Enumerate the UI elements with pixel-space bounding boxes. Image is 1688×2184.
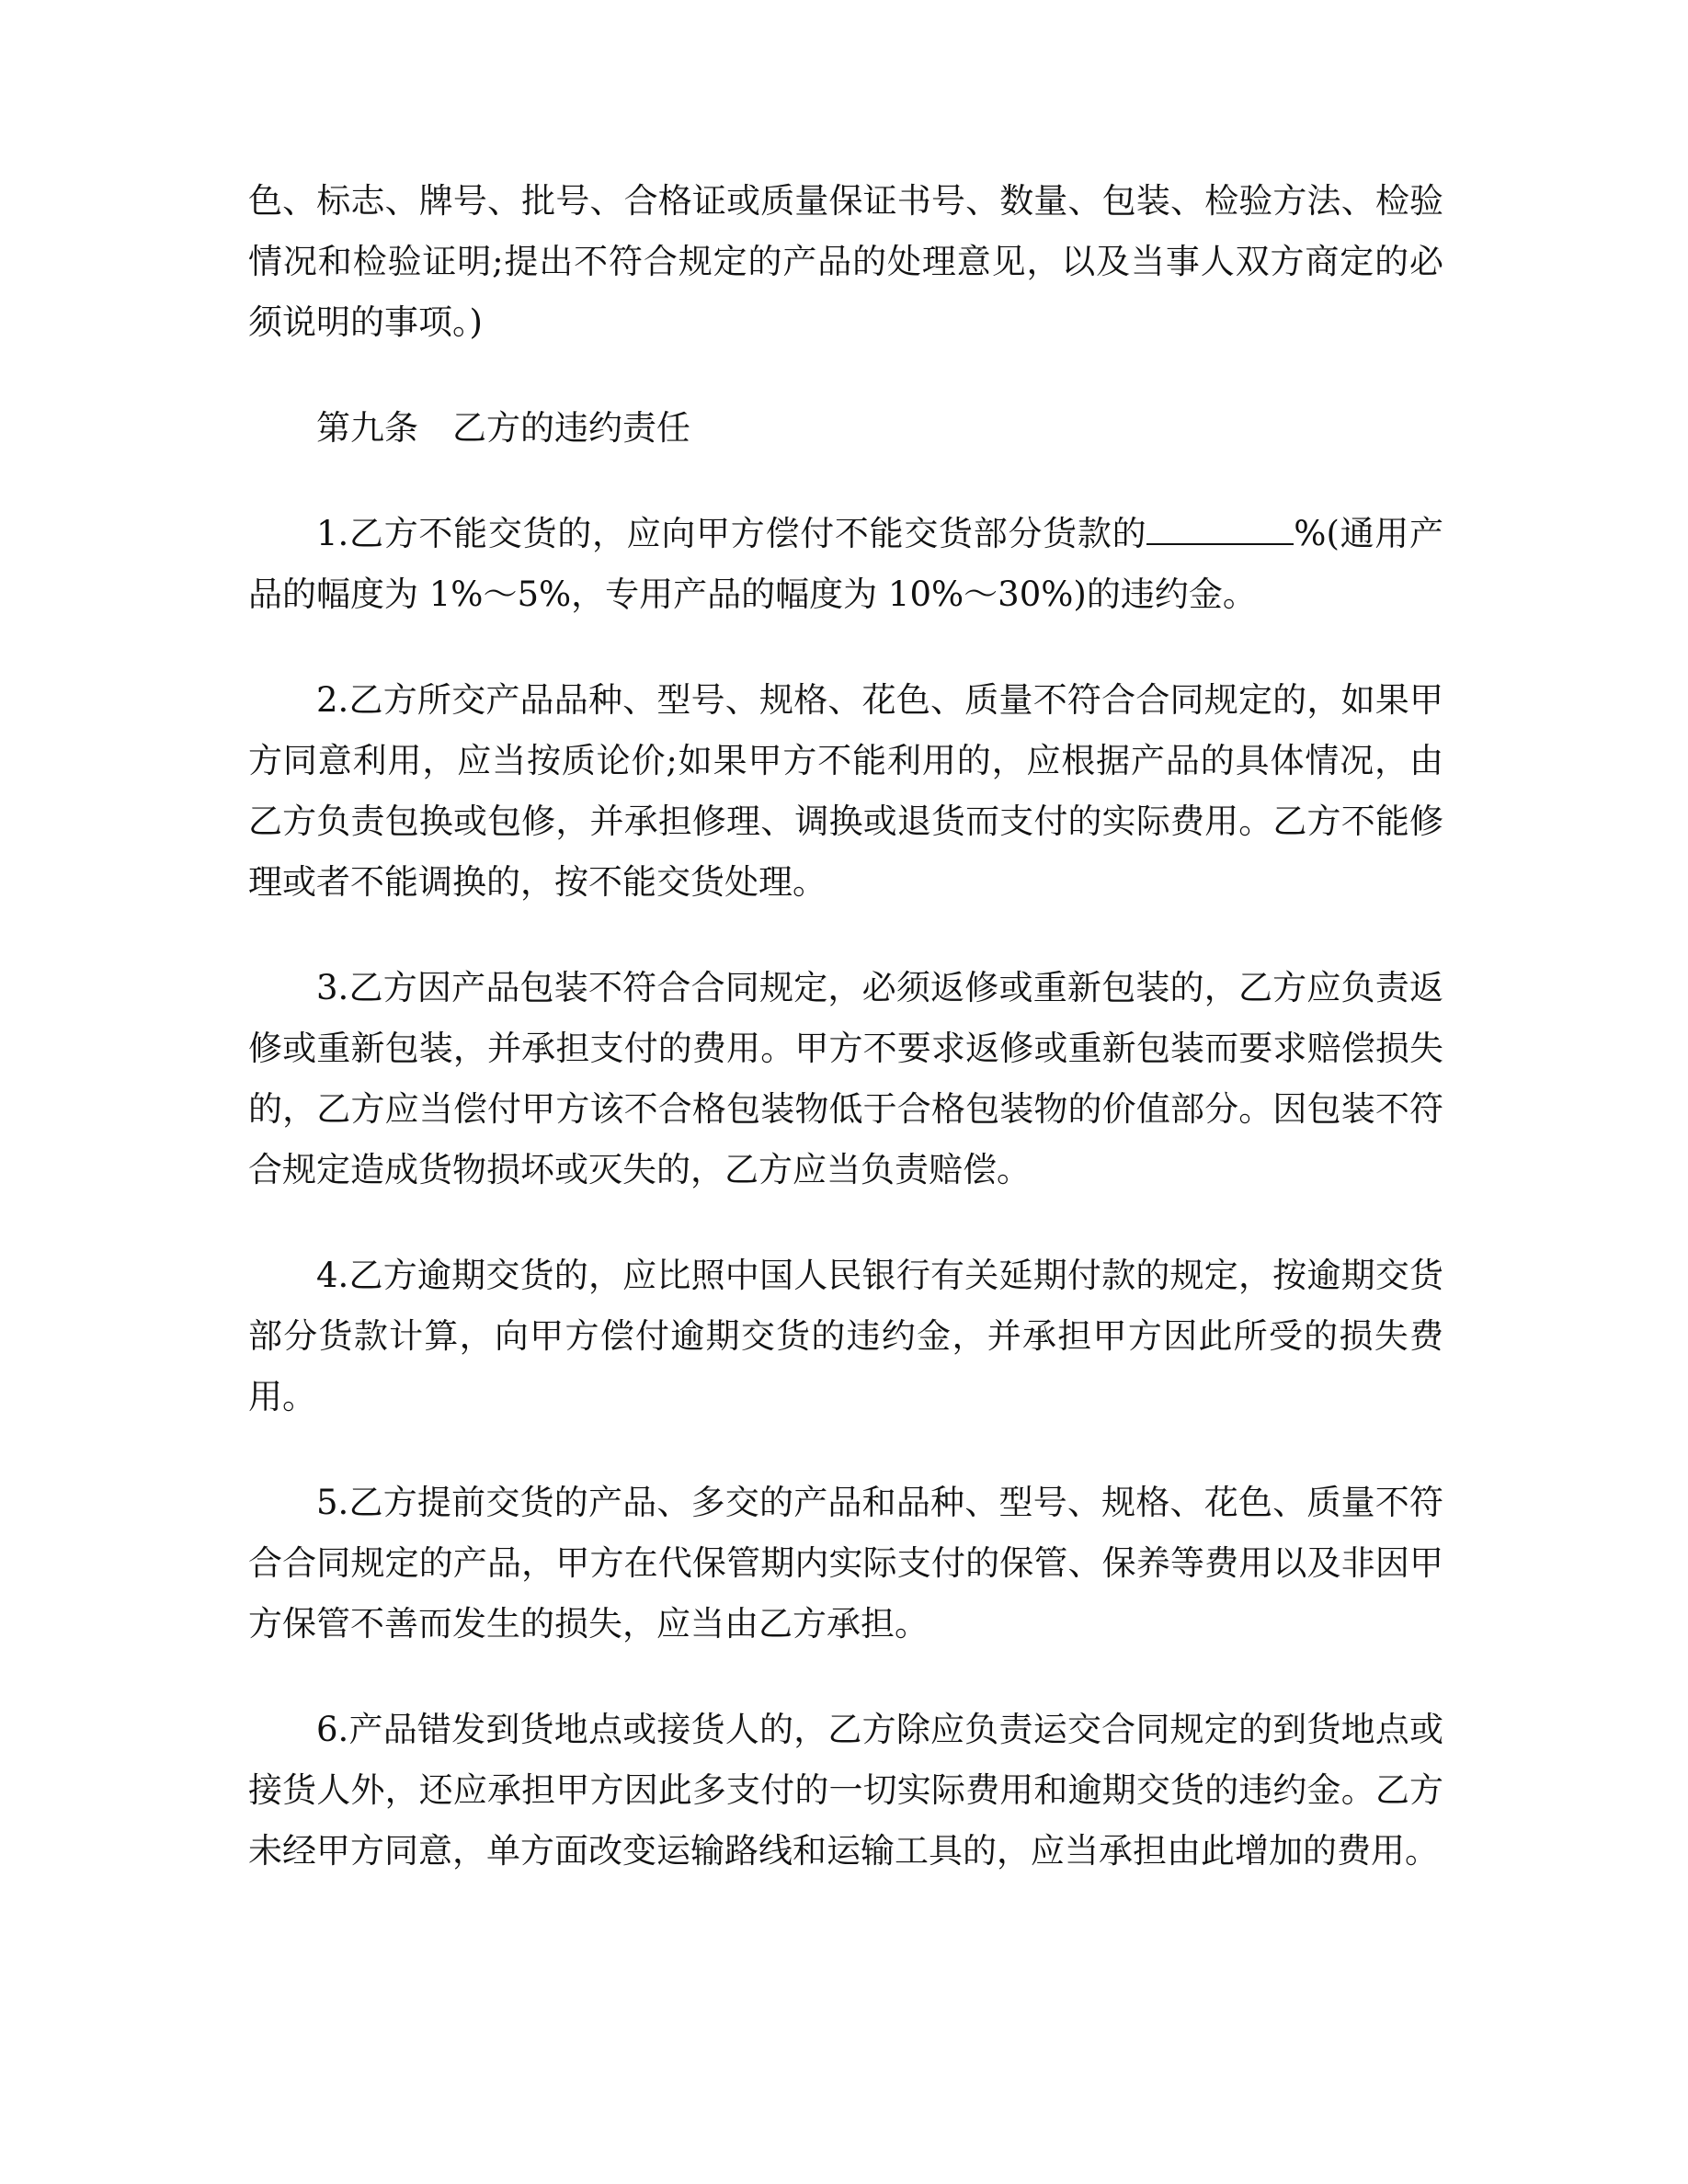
- document-page: [248, 171, 1443, 1882]
- clause-1-text-before: 1.乙方不能交货的，应向甲方偿付不能交货部分货款的: [316, 514, 1147, 553]
- article-heading: 第九条 乙方的违约责任: [316, 408, 690, 448]
- clause-4: 4.乙方逾期交货的，应比照中国人民银行有关延期付款的规定，按逾期交货部分货款计算，向甲方偿付逾期交货的违约金，并承担甲方因此所受的损失费用。: [248, 1256, 1443, 1416]
- percentage-blank-field: [1146, 516, 1294, 545]
- clause-5: 5.乙方提前交货的产品、多交的产品和品种、型号、规格、花色、质量不符合合同规定的产品，甲方在代保管期内实际支付的保管、保养等费用以及非因甲方保管不善而发生的损失，应当由乙方承担。: [248, 1483, 1443, 1644]
- clause-1-text-after: %(通用产品的幅度为 1%～5%，专用产品的幅度为 10%～30%)的违约金。: [248, 514, 1443, 614]
- continuation-paragraph: 色、标志、牌号、批号、合格证或质量保证书号、数量、包装、检验方法、检验情况和检验证明;提出不符合规定的产品的处理意见，以及当事人双方商定的必须说明的事项。): [248, 181, 1443, 342]
- clause-2: 2.乙方所交产品品种、型号、规格、花色、质量不符合合同规定的，如果甲方同意利用，应当按质论价;如果甲方不能利用的，应根据产品的具体情况，由乙方负责包换或包修，并承担修理、调换或退货而支付的实际费用。乙方不能修理或者不能调换的，按不能交货处理。: [248, 680, 1443, 902]
- clause-6: 6.产品错发到货地点或接货人的，乙方除应负责运交合同规定的到货地点或接货人外，还应承担甲方因此多支付的一切实际费用和逾期交货的违约金。乙方未经甲方同意，单方面改变运输路线和运输工具的，应当承担由此增加的费用。: [248, 1710, 1443, 1871]
- clause-3: 3.乙方因产品包装不符合合同规定，必须返修或重新包装的，乙方应负责返修或重新包装，并承担支付的费用。甲方不要求返修或重新包装而要求赔偿损失的，乙方应当偿付甲方该不合格包装物低于合格包装物的价值部分。因包装不符合规定造成货物损坏或灭失的，乙方应当负责赔偿。: [248, 968, 1443, 1189]
- clause-1: [248, 504, 1443, 625]
